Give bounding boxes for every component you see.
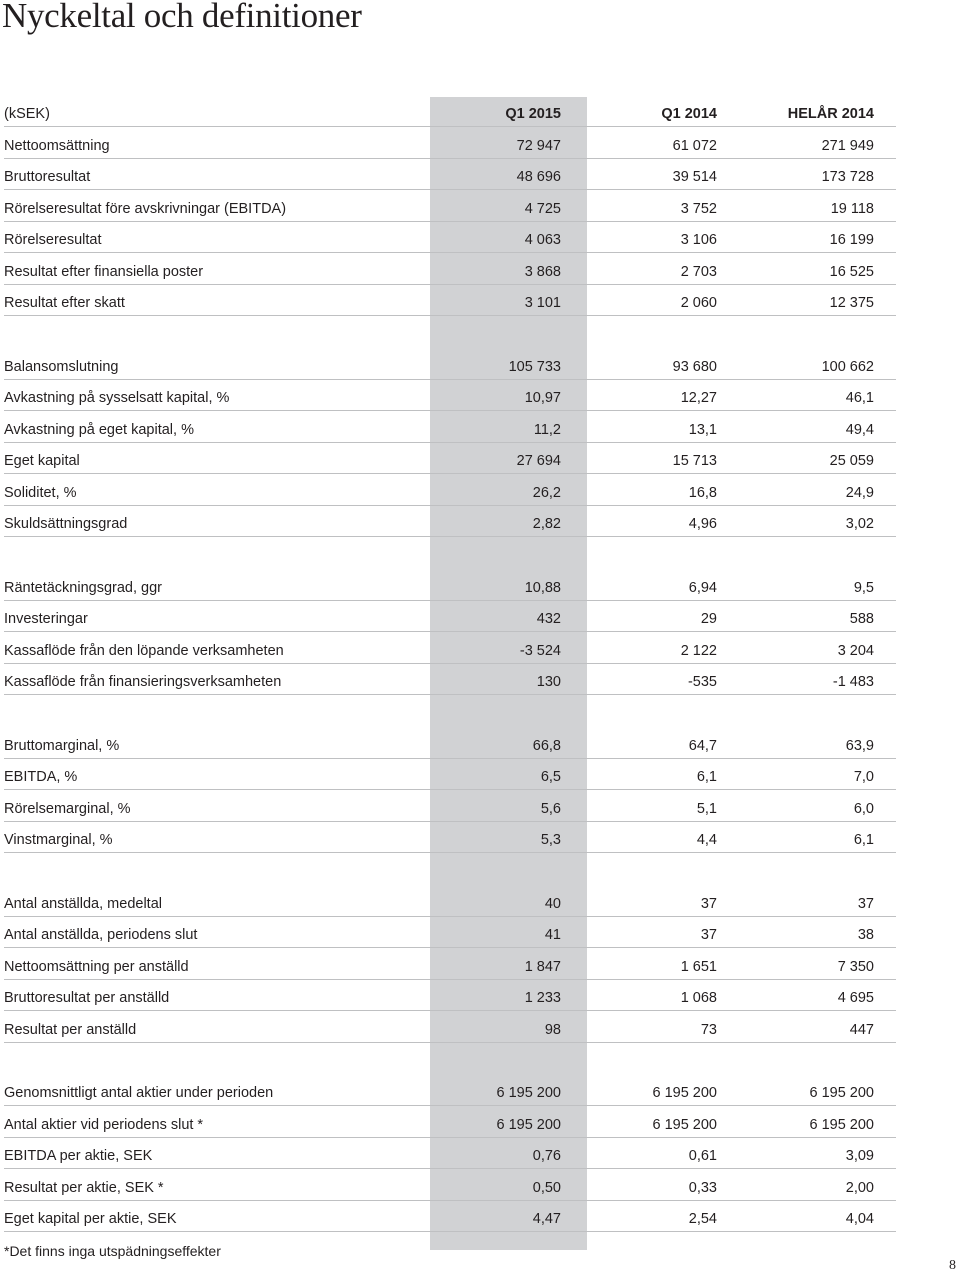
group-spacer [4,316,896,348]
row-label: Nettoomsättning per anställd [4,958,189,975]
q1-2015-value: 6 195 200 [496,1085,561,1101]
full-year-2014-value: 46,1 [845,390,874,406]
footnote: *Det finns inga utspädningseffekter [4,1243,221,1259]
table-row [4,980,896,1012]
q1-2014-value: 6,1 [696,769,717,785]
full-year-2014-value: 6 195 200 [809,1085,874,1101]
group-spacer [4,537,896,569]
q1-2015-value: 5,6 [540,800,561,817]
full-year-2014-value: 3,02 [845,516,874,532]
full-year-2014-value: 63,9 [845,737,874,754]
q1-2014-value: 61 072 [672,137,717,154]
q1-2014-value: 73 [700,1021,717,1038]
table-row [4,190,896,222]
q1-2015-value: 1 847 [524,958,561,975]
row-label: Antal anställda, periodens slut [4,927,198,943]
table-row [4,569,896,601]
full-year-2014-value: 24,9 [845,484,874,501]
full-year-2014-value: 9,5 [853,579,874,596]
full-year-2014-header: HELÅR 2014 [787,106,874,122]
row-label: Resultat per aktie, SEK * [4,1179,164,1196]
page-number: 8 [949,1258,956,1273]
q1-2015-value: -3 524 [519,642,561,659]
q1-2015-value: 130 [536,674,561,690]
table-row [4,1075,896,1107]
q1-2014-value: 6 195 200 [652,1116,717,1133]
q1-2014-value: 1 068 [680,990,717,1006]
table-row [4,159,896,191]
full-year-2014-value: 173 728 [821,169,874,185]
full-year-2014-value: 3,09 [845,1148,874,1164]
q1-2015-value: 98 [544,1021,561,1038]
full-year-2014-value: 6 195 200 [809,1116,874,1133]
q1-2015-value: 66,8 [532,737,561,754]
q1-2015-value: 40 [544,895,561,912]
full-year-2014-value: 2,00 [845,1179,874,1196]
q1-2015-value: 11,2 [533,421,561,438]
row-label: Balansomslutning [4,358,119,375]
q1-2014-value: 1 651 [680,958,717,975]
row-label: Vinstmarginal, % [4,832,113,848]
full-year-2014-value: 19 118 [830,200,874,217]
q1-2014-value: 3 752 [680,200,717,217]
full-year-2014-value: 100 662 [821,358,874,375]
q1-2015-value: 26,2 [532,484,561,501]
row-label: EBITDA per aktie, SEK [4,1148,153,1164]
q1-2014-value: 2 703 [680,263,717,280]
row-label: Rörelseresultat före avskrivningar (EBITDA) [4,200,287,217]
q1-2015-value: 0,76 [532,1148,561,1164]
q1-2015-value: 3 101 [524,295,561,311]
row-label: Skuldsättningsgrad [4,516,128,532]
table-row [4,253,896,285]
q1-2015-value: 3 868 [524,263,561,280]
table-row [4,790,896,822]
table-row [4,1201,896,1233]
row-label: Rörelseresultat [4,232,102,248]
row-label: Avkastning på sysselsatt kapital, % [4,390,230,406]
q1-2015-header: Q1 2015 [505,106,561,122]
full-year-2014-value: 271 949 [821,137,874,154]
row-label: Avkastning på eget kapital, % [4,421,194,438]
full-year-2014-value: 12 375 [829,295,874,311]
row-label: Nettoomsättning [4,137,110,154]
q1-2015-value: 5,3 [540,832,561,848]
row-label: Rörelsemarginal, % [4,800,131,817]
key-figures-table [4,97,896,1232]
table-row [4,917,896,949]
q1-2015-value: 1 233 [524,990,561,1006]
q1-2014-value: 64,7 [688,737,717,754]
table-row [4,601,896,633]
row-label: Resultat per anställd [4,1021,137,1038]
q1-2014-value: 4,4 [696,832,717,848]
q1-2015-value: 4 063 [524,232,561,248]
q1-2015-value: 10,97 [524,390,561,406]
table-row [4,127,896,159]
table-row [4,1169,896,1201]
q1-2015-value: 27 694 [516,453,561,469]
full-year-2014-value: 16 199 [829,232,874,248]
full-year-2014-value: 4,04 [845,1211,874,1227]
row-label: Antal aktier vid periodens slut * [4,1116,204,1133]
table-row [4,285,896,317]
row-label: Kassaflöde från den löpande verksamheten [4,642,284,659]
q1-2015-value: 105 733 [508,358,561,375]
row-label: Bruttoresultat per anställd [4,990,170,1006]
full-year-2014-value: 37 [857,895,874,912]
full-year-2014-value: -1 483 [832,674,874,690]
full-year-2014-value: 7 350 [837,958,874,975]
q1-2014-value: -535 [687,674,717,690]
full-year-2014-value: 38 [857,927,874,943]
group-spacer [4,695,896,727]
q1-2014-value: 13,1 [688,421,717,438]
table-row [4,506,896,538]
q1-2014-value: 37 [700,895,717,912]
row-label: Bruttomarginal, % [4,737,120,754]
q1-2014-value: 29 [700,611,717,627]
table-row [4,664,896,696]
q1-2015-value: 4,47 [532,1211,561,1227]
q1-2015-value: 10,88 [524,579,561,596]
table-row [4,727,896,759]
q1-2015-value: 4 725 [524,200,561,217]
group-spacer [4,853,896,885]
q1-2014-value: 2 060 [680,295,717,311]
table-row [4,948,896,980]
q1-2014-value: 2 122 [680,642,717,659]
full-year-2014-value: 3 204 [837,642,874,659]
table-row [4,822,896,854]
table-row [4,632,896,664]
q1-2014-value: 0,61 [688,1148,717,1164]
q1-2014-value: 93 680 [672,358,717,375]
q1-2015-value: 6 195 200 [496,1116,561,1133]
full-year-2014-value: 6,1 [853,832,874,848]
q1-2014-value: 12,27 [680,390,717,406]
q1-2014-value: 6 195 200 [652,1085,717,1101]
row-label: Genomsnittligt antal aktier under perioden [4,1085,274,1101]
row-label: Resultat efter skatt [4,295,125,311]
table-header-row [4,97,896,127]
q1-2014-value: 5,1 [696,800,717,817]
full-year-2014-value: 7,0 [853,769,874,785]
full-year-2014-value: 4 695 [837,990,874,1006]
table-row [4,443,896,475]
q1-2014-value: 6,94 [688,579,717,596]
table-row [4,1011,896,1043]
table-row [4,348,896,380]
full-year-2014-value: 588 [849,611,874,627]
row-label: Soliditet, % [4,484,77,501]
row-label: Investeringar [4,611,88,627]
q1-2014-value: 2,54 [688,1211,717,1227]
row-label: Räntetäckningsgrad, ggr [4,579,162,596]
q1-2015-value: 432 [536,611,561,627]
row-label: Antal anställda, medeltal [4,895,162,912]
q1-2014-value: 3 106 [680,232,717,248]
row-label: Kassaflöde från finansieringsverksamheten [4,674,282,690]
table-row [4,1106,896,1138]
q1-2014-header: Q1 2014 [661,106,717,122]
table-row [4,411,896,443]
row-label: Bruttoresultat [4,169,91,185]
q1-2015-value: 6,5 [540,769,561,785]
q1-2015-value: 41 [544,927,561,943]
table-row [4,885,896,917]
row-label: Eget kapital [4,453,80,469]
full-year-2014-value: 6,0 [853,800,874,817]
table-row [4,380,896,412]
q1-2014-value: 15 713 [672,453,717,469]
full-year-2014-value: 25 059 [829,453,874,469]
q1-2014-value: 0,33 [688,1179,717,1196]
table-row [4,222,896,254]
table-row [4,1138,896,1170]
q1-2015-value: 0,50 [532,1179,561,1196]
q1-2014-value: 37 [700,927,717,943]
full-year-2014-value: 49,4 [845,421,874,438]
full-year-2014-value: 447 [849,1021,874,1038]
unit-header: (kSEK) [4,106,50,122]
row-label: EBITDA, % [4,769,78,785]
q1-2014-value: 16,8 [688,484,717,501]
q1-2014-value: 39 514 [672,169,717,185]
table-row [4,759,896,791]
row-label: Resultat efter finansiella poster [4,263,204,280]
full-year-2014-value: 16 525 [829,263,874,280]
table-row [4,474,896,506]
q1-2015-value: 2,82 [532,516,561,532]
q1-2014-value: 4,96 [688,516,717,532]
row-label: Eget kapital per aktie, SEK [4,1211,177,1227]
group-spacer [4,1043,896,1075]
q1-2015-value: 48 696 [516,169,561,185]
q1-2015-value: 72 947 [516,137,561,154]
page-title: Nyckeltal och definitioner [2,0,362,35]
